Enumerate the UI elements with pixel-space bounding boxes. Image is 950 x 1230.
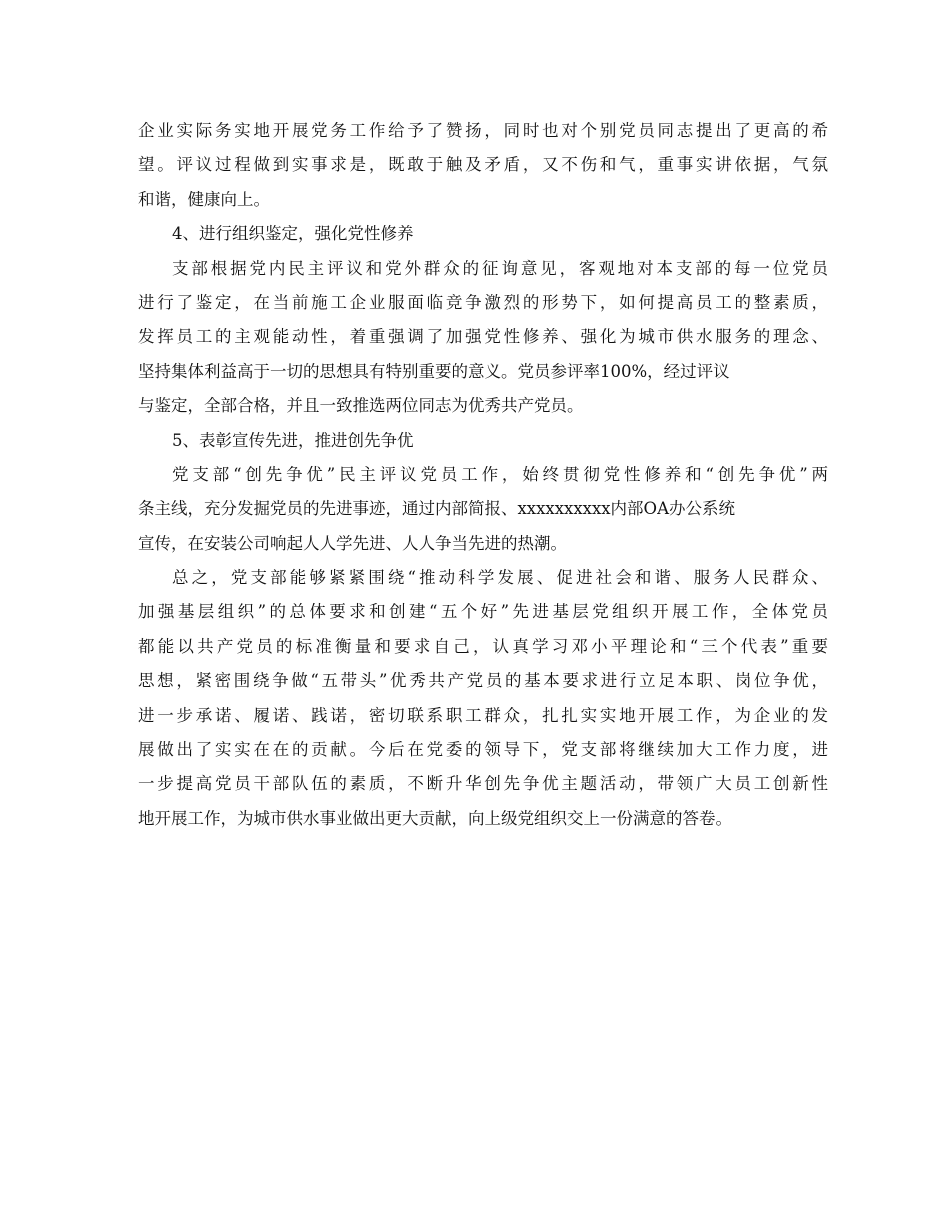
text-line: 都能以共产党员的标准衡量和要求自己，认真学习邓小平理论和“三个代表”重要 bbox=[138, 636, 828, 656]
section-heading: 4、进行组织鉴定，强化党性修养 bbox=[172, 224, 414, 244]
text-line: 总之，党支部能够紧紧围绕“推动科学发展、促进社会和谐、服务人民群众、 bbox=[172, 568, 828, 588]
text-line: 坚持集体利益高于一切的思想具有特别重要的意义。党员参评率100%，经过评议 bbox=[138, 361, 730, 381]
text-line: 条主线，充分发掘党员的先进事迹，通过内部简报、xxxxxxxxxx内部OA办公系统 bbox=[138, 499, 735, 519]
document-body bbox=[138, 114, 828, 836]
text-line: 党支部“创先争优”民主评议党员工作，始终贯彻党性修养和“创先争优”两 bbox=[172, 464, 828, 484]
text-line: 与鉴定，全部合格，并且一致推选两位同志为优秀共产党员。 bbox=[138, 396, 584, 416]
text-line: 进行了鉴定，在当前施工企业服面临竞争激烈的形势下，如何提高员工的整素质， bbox=[138, 292, 828, 312]
text-line: 发挥员工的主观能动性，着重强调了加强党性修养、强化为城市供水服务的理念、 bbox=[138, 327, 828, 347]
text-line: 宣传，在安装公司响起人人学先进、人人争当先进的热潮。 bbox=[138, 533, 567, 553]
section-heading: 5、表彰宣传先进，推进创先争优 bbox=[172, 430, 414, 450]
text-line: 望。评议过程做到实事求是，既敢于触及矛盾，又不伤和气，重事实讲依据，气氛 bbox=[138, 155, 828, 175]
text-line: 和谐，健康向上。 bbox=[138, 189, 270, 209]
text-line: 加强基层组织”的总体要求和创建“五个好”先进基层党组织开展工作，全体党员 bbox=[138, 602, 828, 622]
text-line: 思想，紧密围绕争做“五带头”优秀共产党员的基本要求进行立足本职、岗位争优， bbox=[138, 671, 828, 691]
text-line: 一步提高党员干部队伍的素质，不断升华创先争优主题活动，带领广大员工创新性 bbox=[138, 774, 828, 794]
text-line: 地开展工作，为城市供水事业做出更大贡献，向上级党组织交上一份满意的答卷。 bbox=[138, 808, 732, 828]
text-line: 进一步承诺、履诺、践诺，密切联系职工群众，扎扎实实地开展工作，为企业的发 bbox=[138, 705, 828, 725]
text-line: 企业实际务实地开展党务工作给予了赞扬，同时也对个别党员同志提出了更高的希 bbox=[138, 121, 828, 140]
text-line: 展做出了实实在在的贡献。今后在党委的领导下，党支部将继续加大工作力度，进 bbox=[138, 740, 828, 760]
text-line: 支部根据党内民主评议和党外群众的征询意见，客观地对本支部的每一位党员 bbox=[172, 258, 828, 278]
